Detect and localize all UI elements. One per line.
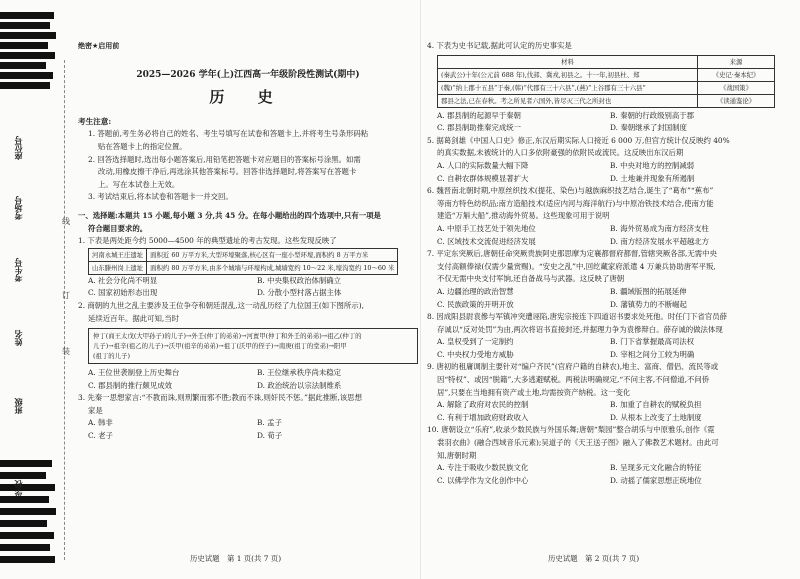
option-d[interactable]: D. 秦朝继承了封国制度 [610, 123, 687, 133]
exam-room-label: 考场号 [13, 196, 23, 220]
box-line: 仲丁(商王太戊(大甲孙子)的儿子)→外壬(仲丁的弟弟)→河亶甲(仲丁和外壬的弟弟)→祖乙(仲丁的 [93, 332, 362, 341]
q10-stem-cont: 裳羽衣曲》(融合西域音乐元素);吴道子的《天王送子图》融入了佛教艺术题材。由此可 [437, 438, 719, 448]
table-cell: 《读通鉴论》 [698, 94, 775, 107]
table-row [438, 94, 775, 107]
q4-stem: 4. 下表为史书记载,据此可认定的历史事实是 [427, 41, 572, 50]
option-d[interactable]: D. 动摇了儒家思想正统地位 [610, 475, 702, 485]
q5-stem-cont: 的真实数据,未被统计的人口多依附豪强的依附民或流民。这反映出东汉后期 [437, 148, 684, 158]
table-cell: 面积近 60 万平方米,大型环壕聚落,核心区有一座小型环壕,面积约 8 万平方米 [147, 248, 398, 261]
option-c[interactable]: C. 区域技术交流促进经济发展 [437, 236, 536, 246]
stripe [0, 62, 46, 69]
section-heading-cont: 符合题目要求的。 [88, 223, 148, 233]
q10-options [427, 462, 775, 487]
q10-stem: 10. 唐朝设立“乐府”,收录少数民族与外国乐舞;唐朝“梨园”整合胡乐与中原雅乐,创作《霓 [427, 425, 715, 435]
name-label: 姓名 [13, 330, 23, 346]
option-b[interactable]: B. 海外贸易成为南方经济支柱 [610, 223, 709, 233]
left-page [78, 40, 418, 443]
notice-line: 上。写在本试卷上无效。 [98, 179, 180, 189]
footer-left: 历史试题 第 1 页(共 7 页) [190, 554, 282, 563]
option-b[interactable]: B. 疆域版图的拓展延伸 [610, 286, 687, 296]
table-header-row [438, 55, 775, 68]
binding-strip [0, 0, 58, 579]
table-cell: 山东滕州岗上遗址 [89, 261, 147, 274]
right-page [427, 40, 775, 487]
table-cell: 郡县之法,已在春秋。考之所见者六国外,皆尽灭三代之所封也 [438, 94, 698, 107]
section-heading: 一、选择题:本题共 15 小题,每小题 3 分,共 45 分。在每小题给出的四个选项中,只有一项是 [78, 210, 381, 220]
q1-table [88, 248, 398, 275]
class-label: 班级 [13, 398, 23, 414]
q7-stem-cont: 不仅无需中央支付军饷,还自备战马与武器。这反映了唐朝 [437, 274, 625, 284]
table-cell: 《战国策》 [698, 81, 775, 94]
stripe [0, 496, 49, 503]
q2-succession-box [88, 328, 418, 364]
exam-title: 2025—2026 学年(上)江西高一年级阶段性测试(期中) [136, 69, 360, 80]
stripe [0, 52, 55, 59]
option-b[interactable]: B. 门下省掌握最高司法权 [610, 337, 695, 347]
q6-stem: 6. 魏晋南北朝时期,中原丝织技术(提花、染色)与越族麻织技艺结合,诞生了“葛布”“蕉布” [427, 186, 714, 196]
subject-title: 历 史 [209, 88, 287, 107]
table-cell: (魏)“纳上郡十五县”于秦,(韩)“代郡有三十六县”,(燕)“上谷郡有三十六县” [438, 81, 698, 94]
table-header: 来源 [698, 55, 775, 68]
stripe [0, 72, 53, 79]
q5-stem: 5. 据葛剑雄《中国人口史》修正,东汉后期实际人口接近 6 000 万,但官方统计仅反映约 40% [427, 135, 730, 145]
school-label: 学校 [13, 480, 23, 496]
page-fold [420, 0, 421, 579]
stripe [0, 32, 56, 39]
option-a[interactable]: A. 解除了政府对农民的控制 [437, 400, 529, 410]
option-c[interactable]: C. 中央权力受地方威胁 [437, 349, 514, 359]
option-a[interactable]: A. 皇权受到了一定制约 [437, 337, 514, 347]
q2-stem-cont: 延续近百年。据此可知,当时 [88, 313, 180, 323]
q6-stem-cont: 建造“万斛大船”,推动海外贸易。这些现象可用于说明 [437, 211, 610, 221]
option-a[interactable]: A. 社会分化尚不明显 [88, 275, 158, 285]
q7-stem-cont: 支付高额俸禄(仅需少量赏赐)。“安史之乱”中,回纥藏家府派遣 4 万兼兵协助唐军平叛, [437, 261, 716, 271]
q7-stem: 7. 平定东突厥后,唐朝任命突厥贵族阿史那思摩为定襄都督府都督,管辖突厥各部,无需中央 [427, 249, 717, 259]
option-b[interactable]: B. 中央对地方的控制减弱 [610, 160, 695, 170]
option-b[interactable]: B. 加重了自耕农的赋税负担 [610, 400, 702, 410]
stripe [0, 556, 55, 563]
q1-stem: 1. 下表是两处距今约 5000—4500 年的典型遗址的考古发现。这些发现反映了 [78, 236, 337, 246]
seat-number-label: 座位号 [13, 136, 23, 160]
option-c[interactable]: C. 郡县制的推行颇见成效 [88, 380, 172, 390]
q8-stem-cont: 存诚以“反对处罚”为由,两次将诏书直接封还,并据理力争为袁傪辩白。薛存诚的做法体现 [437, 324, 723, 334]
option-a[interactable]: A. 韩非 [88, 418, 113, 428]
option-d[interactable]: D. 宰相之间分工较为明确 [610, 349, 695, 359]
option-b[interactable]: B. 秦朝的行政级别高于郡 [610, 110, 695, 120]
box-line: 儿子)→祖辛(祖乙的儿子)→沃甲(祖辛的弟弟)→祖丁(沃甲的侄子)→南庚(祖丁的堂弟)→阳甲 [93, 342, 347, 351]
q7-options [427, 286, 775, 311]
q3-stem-cont: 家是 [88, 405, 103, 415]
q3-stem: 3. 先秦一思想家言:“不教而诛,则刑繁而邪不胜;教而不诛,则奸民不惩。”据此推断,该思想 [78, 393, 362, 403]
option-a[interactable]: A. 王位世袭制登上历史舞台 [88, 368, 180, 378]
option-b[interactable]: B. 孟子 [257, 418, 282, 428]
q9-stem: 9. 唐初的租庸调制主要针对“编户齐民”(官府户籍的自耕农),地主、富商、僧侣、流民等或 [427, 362, 719, 372]
option-c[interactable]: C. 老子 [88, 431, 113, 441]
q6-options [427, 223, 775, 248]
option-c[interactable]: C. 国家初始形态出现 [88, 288, 158, 298]
stripe [0, 12, 54, 19]
option-c[interactable]: C. 有利于增加政府财政收入 [437, 412, 529, 422]
candidate-number-label: 考生号 [13, 258, 23, 282]
seal-char-xian: 线 [62, 217, 70, 226]
q1-options [78, 275, 418, 300]
q9-options [427, 399, 775, 424]
table-row [89, 261, 398, 274]
option-d[interactable]: D. 土地兼并现象有所遏制 [610, 173, 695, 183]
stripe [0, 460, 52, 467]
stripe [0, 472, 46, 479]
option-b[interactable]: B. 王位继承秩序尚未稳定 [257, 368, 342, 378]
q4-options [427, 110, 775, 135]
q5-options [427, 160, 775, 185]
q10-stem-cont: 知,唐朝时期 [437, 450, 477, 460]
q6-stem-cont: 等南方特色纺织品;南方造船技术(适应内河与海洋航行)与中原冶铁技术结合,使南方能 [437, 198, 714, 208]
stripe [0, 22, 50, 29]
q2-options [78, 367, 418, 392]
q4-table [437, 55, 775, 108]
q8-stem: 8. 因成阳县尉袁傪与军镇冲突遭诬陷,唐宪宗接连下四道诏书要求处死他。时任门下省官员薛 [427, 312, 727, 322]
option-c[interactable]: C. 以佛学作为文化创作中心 [437, 475, 529, 485]
q3-options [78, 417, 418, 442]
table-row [89, 248, 398, 261]
notice-line: 2. 回答选择题时,选出每小题答案后,用铅笔把答题卡对应题目的答案标号涂黑。如需 [88, 154, 361, 164]
option-b[interactable]: B. 呈现多元文化融合的特征 [610, 463, 702, 473]
q9-stem-cont: 居”,只要在当地拥有资产或土地,均需按资产纳税。这一变化 [437, 387, 631, 397]
option-a[interactable]: A. 中原手工技艺处于领先地位 [437, 223, 536, 233]
option-d[interactable]: D. 分散小型村落占据主体 [257, 288, 342, 298]
stripe [0, 508, 56, 515]
table-row [438, 81, 775, 94]
notice-line: 改动,用橡皮擦干净后,再选涂其他答案标号。回答非选择题时,将答案写在答题卡 [98, 167, 357, 177]
q2-stem: 2. 商朝的九世之乱主要涉及王位争夺和朝廷混乱,这一动乱历经了九位国王(如下图所示), [78, 300, 364, 310]
option-a[interactable]: A. 专注于吸收少数民族文化 [437, 463, 529, 473]
stripe [0, 82, 50, 89]
box-line: (祖丁的儿子) [93, 352, 130, 361]
table-cell: 《史记·秦本纪》 [698, 68, 775, 81]
stripe [0, 42, 48, 49]
seal-line [64, 60, 65, 560]
q8-options [427, 336, 775, 361]
option-d[interactable]: D. 荀子 [257, 431, 283, 441]
stripe [0, 532, 54, 539]
option-b[interactable]: B. 中央集权政治体制确立 [257, 275, 342, 285]
seal-char-ding: 订 [62, 291, 70, 300]
option-a[interactable]: A. 人口的实际数量大幅下降 [437, 160, 529, 170]
footer-right: 历史试题 第 2 页(共 7 页) [548, 554, 640, 563]
seal-char-zhuang: 装 [62, 347, 70, 356]
notice-line: 1. 答题前,考生务必将自己的姓名、考生号填写在试卷和答题卡上,并将考生号条形码粘 [88, 129, 369, 139]
table-cell: 面积约 80 万平方米,由多个城墙与环壕构成,城墙宽约 10～22 米,壕沟宽约 10～60 米 [147, 261, 398, 274]
table-header: 材料 [438, 55, 698, 68]
secret-mark: 绝密★启用前 [78, 42, 120, 50]
table-cell: 河南永城王庄遗址 [89, 248, 147, 261]
option-d[interactable]: D. 从根本上改变了土地制度 [610, 412, 702, 422]
option-c[interactable]: C. 自耕农群体规模显著扩大 [437, 173, 529, 183]
option-d[interactable]: D. 藩镇势力的不断崛起 [610, 299, 687, 309]
stripe [0, 484, 55, 491]
stripe [0, 544, 50, 551]
option-d[interactable]: D. 政治统治以宗法制维系 [257, 380, 342, 390]
table-cell: (秦武公)十年(公元前 688 年),伐邽、冀戎,初县之。十一年,初县杜、郑 [438, 68, 698, 81]
option-c[interactable]: C. 民族政策的开明开放 [437, 299, 514, 309]
option-a[interactable]: A. 边疆治理的政治智慧 [437, 286, 514, 296]
option-c[interactable]: C. 郡县制助推秦完成统一 [437, 123, 521, 133]
option-d[interactable]: D. 南方经济发展水平超越北方 [610, 236, 710, 246]
notice-line: 3. 考试结束后,将本试卷和答题卡一并交回。 [88, 192, 233, 202]
table-row [438, 68, 775, 81]
option-a[interactable]: A. 郡县制的起源早于秦朝 [437, 110, 521, 120]
q9-stem-cont: 因“特权”、或因“脱籍”,大多逃避赋税。两税法明确规定,“不问主客,不问僧道,不问侨 [437, 375, 710, 385]
notice-heading: 考生注意: [78, 116, 112, 126]
stripe [0, 520, 47, 527]
notice-line: 贴在答题卡上的指定位置。 [98, 141, 187, 151]
